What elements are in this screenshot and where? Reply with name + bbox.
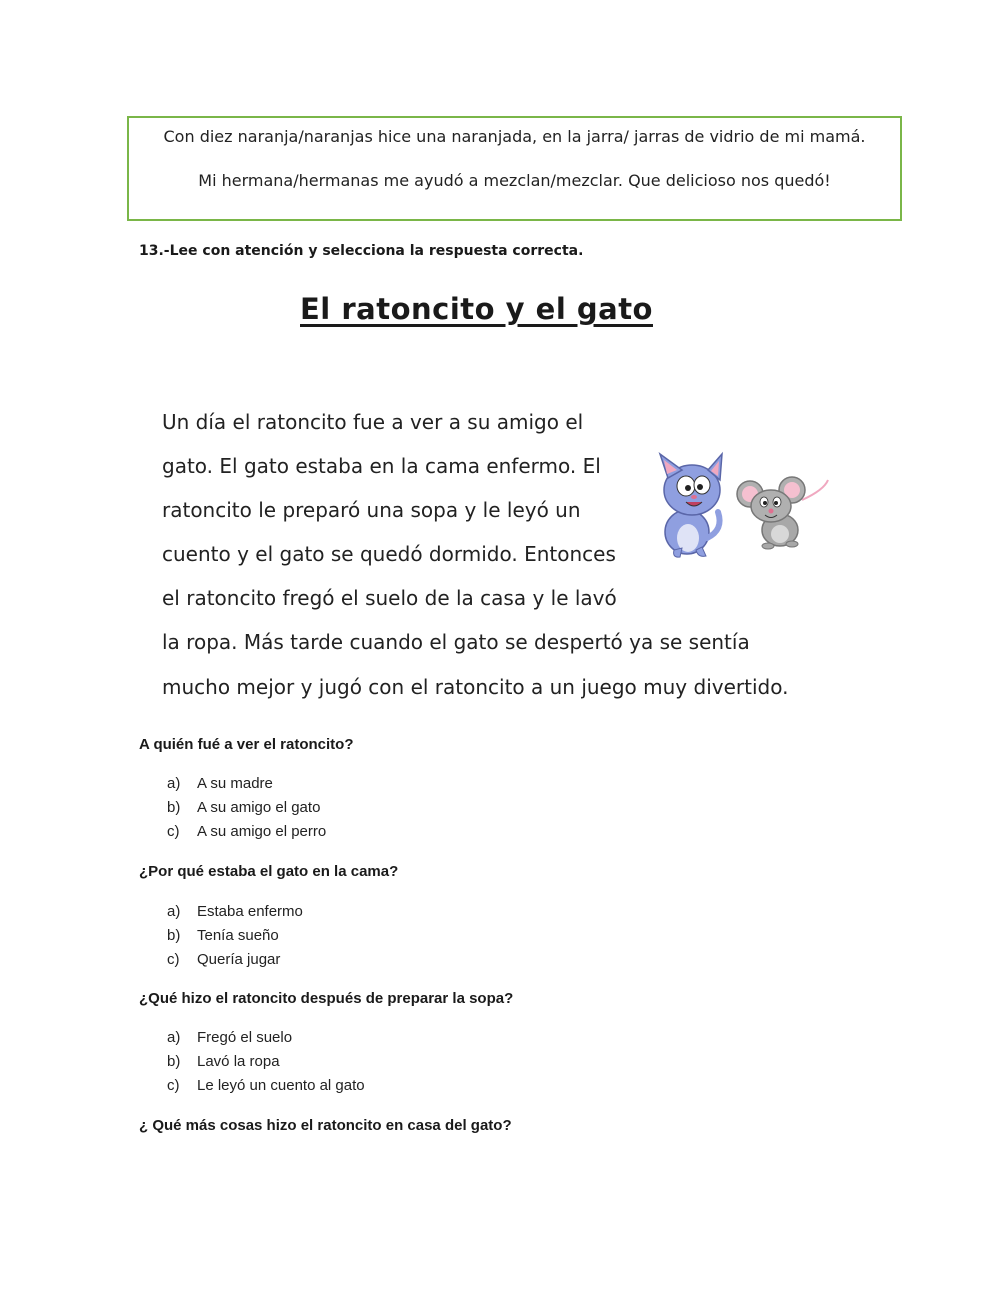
option-c[interactable] [167,820,326,844]
story-line: ratoncito le preparó una sopa y le leyó un [162,498,581,522]
option-letter: a) [167,1029,181,1046]
mouse-icon [737,477,828,549]
option-b[interactable] [167,796,320,820]
option-text: A su madre [197,775,273,792]
option-c[interactable] [167,1074,365,1098]
story-title: El ratoncito y el gato [300,292,653,326]
story-line: la ropa. Más tarde cuando el gato se despertó ya se sentía [162,630,750,654]
option-text: Le leyó un cuento al gato [197,1077,365,1094]
option-letter: c) [167,951,180,968]
option-text: A su amigo el gato [197,799,321,816]
question-4: ¿ Qué más cosas hizo el ratoncito en casa del gato? [139,1117,512,1134]
story-line: gato. El gato estaba en la cama enfermo. El [162,454,601,478]
cat-and-mouse-illustration [652,450,832,560]
option-a[interactable] [167,1026,292,1050]
option-text: Tenía sueño [197,927,279,944]
story-line: mucho mejor y jugó con el ratoncito a un juego muy divertido. [162,675,789,699]
question-1: A quién fué a ver el ratoncito? [139,736,354,753]
option-c[interactable] [167,948,280,972]
instruction-text: 13.-Lee con atención y selecciona la respuesta correcta. [139,243,584,259]
option-letter: b) [167,799,181,816]
option-a[interactable] [167,900,303,924]
option-letter: a) [167,775,181,792]
story-line: Un día el ratoncito fue a ver a su amigo el [162,410,584,434]
option-text: Estaba enfermo [197,903,303,920]
option-letter: c) [167,823,180,840]
story-line: cuento y el gato se quedó dormido. Entonces [162,542,616,566]
option-text: A su amigo el perro [197,823,327,840]
option-b[interactable] [167,1050,280,1074]
story-line: el ratoncito fregó el suelo de la casa y le lavó [162,586,617,610]
exercise-line-2: Mi hermana/hermanas me ayudó a mezclan/mezclar. Que delicioso nos quedó! [198,171,831,190]
option-text: Quería jugar [197,951,281,968]
option-b[interactable] [167,924,279,948]
option-text: Fregó el suelo [197,1029,293,1046]
exercise-box [127,116,902,221]
option-text: Lavó la ropa [197,1053,280,1070]
exercise-line-1: Con diez naranja/naranjas hice una naranjada, en la jarra/ jarras de vidrio de mi mamá. [163,127,866,146]
question-3: ¿Qué hizo el ratoncito después de preparar la sopa? [139,990,514,1007]
option-a[interactable] [167,772,273,796]
option-letter: c) [167,1077,180,1094]
question-2: ¿Por qué estaba el gato en la cama? [139,863,399,880]
option-letter: b) [167,927,181,944]
option-letter: b) [167,1053,181,1070]
option-letter: a) [167,903,181,920]
cat-icon [660,454,722,557]
